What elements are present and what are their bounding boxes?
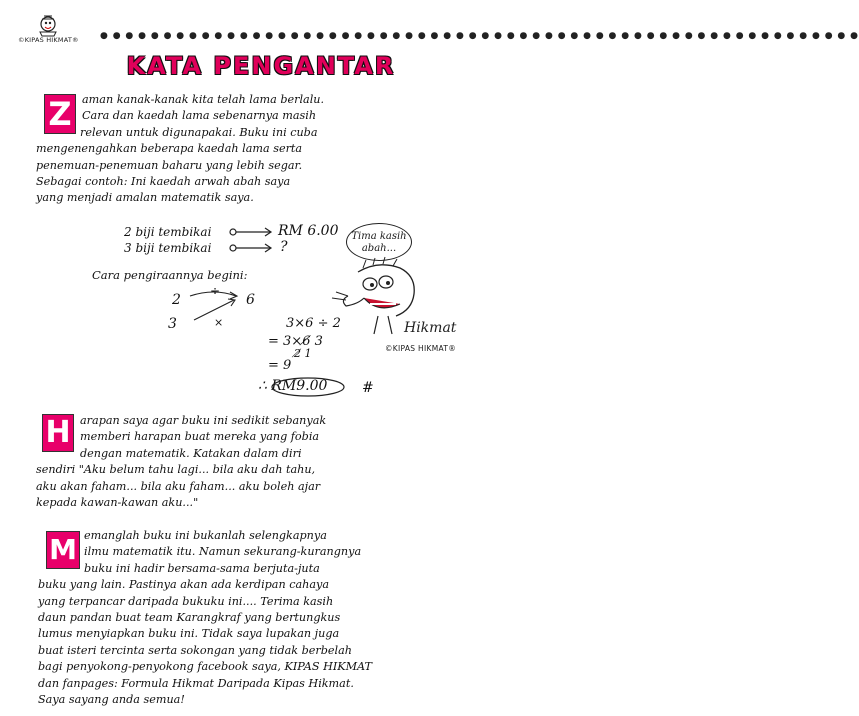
text-line: Saya sayang anda semua! [38, 693, 185, 707]
text-line: daun pandan buat team Karangkraf yang bertungkus [38, 611, 341, 625]
text-line: ilmu matematik itu. Namun sekurang-kurangnya [84, 545, 362, 559]
text-line: yang menjadi amalan matematik saya. [36, 191, 254, 205]
text-line: penemuan-penemuan baharu yang lebih segar. [36, 158, 303, 172]
step-two: 2 [172, 292, 181, 308]
example-row-1-left: 2 biji tembikai [124, 225, 212, 239]
text-line: aman kanak-kanak kita telah lama berlalu. [82, 93, 325, 106]
text-line: dan fanpages: Formula Hikmat Daripada Kipas Hikmat. [38, 676, 354, 690]
text-line: dengan matematik. Katakan dalam diri [80, 446, 302, 460]
step-times: × [214, 316, 224, 329]
text-line: emanglah buku ini bukanlah selengkapnya [84, 529, 327, 542]
speech-bubble: Tima kasih abah... [346, 223, 412, 261]
dropcap-h: H [42, 414, 74, 452]
text-line: yang terpancar daripada bukuku ini.... Terima kasih [38, 594, 334, 608]
text-line: arapan saya agar buku ini sedikit sebanyak [80, 414, 327, 427]
hope-paragraph [36, 413, 486, 511]
text-line: kepada kawan-kawan aku..." [36, 496, 199, 510]
method-label: Cara pengiraannya begini: [92, 268, 248, 282]
text-line: lumus menyiapkan buku ini. Tidak saya lupakan juga [38, 627, 340, 641]
text-line: mengenengahkan beberapa kaedah lama serta [36, 142, 303, 156]
text-line: Cara dan kaedah lama sebenarnya masih [82, 109, 317, 123]
signature-brand: ©KIPAS HIKMAT® [385, 344, 457, 353]
text-line: bagi penyokong-penyokong facebook saya, KIPAS HIKMAT [38, 660, 372, 674]
text-line: buat isteri tercinta serta sokongan yang tidak berbelah [38, 643, 352, 657]
step-divide: ÷ [210, 284, 221, 298]
arrow-icon [228, 242, 274, 254]
example-row-1-right: RM 6.00 [278, 223, 339, 239]
text-line: memberi harapan buat mereka yang fobia [80, 430, 320, 444]
text-line: sendiri "Aku belum tahu lagi... bila aku dah tahu, [36, 463, 316, 477]
text-line: aku akan faham... bila aku faham... aku boleh ajar [36, 479, 321, 493]
text-line: buku yang lain. Pastinya akan ada kerdipan cahaya [38, 578, 330, 592]
brand-label: ©KIPAS HIKMAT® [18, 36, 79, 44]
example-row-2-left: 3 biji tembikai [124, 241, 212, 255]
page-title: KATA PENGANTAR [126, 52, 396, 80]
step-six: 6 [246, 292, 255, 308]
example-row-2-right: ? [280, 239, 288, 255]
dropcap-m: M [46, 531, 80, 569]
step-three: 3 [168, 316, 177, 332]
thanks-paragraph [38, 528, 488, 708]
equation-2: = 3×6̸ 3 [268, 334, 323, 349]
end-mark: # [362, 380, 374, 396]
dotted-divider: ● ● ● ● ● ● ● ● ● ● ● ● ● ● ● ● ● ● ● ● ● ● ● ● ● ● ● ● ● ● ● ● ● ● ● ● ● ● ● ● ● ● ● ● ● ● ● ● ● ● ● ● ● ● ● ● ● ● ● ● [100, 31, 859, 41]
text-line: buku ini hadir bersama-sama berjuta-juta [84, 561, 320, 575]
equation-1: 3×6 ÷ 2 [286, 316, 341, 331]
answer-ellipse-icon [270, 376, 346, 398]
dropcap-z: Z [44, 94, 76, 134]
signature: Hikmat [404, 320, 457, 336]
equation-2b: 2̸ 1 [294, 347, 312, 360]
intro-paragraph [36, 92, 476, 207]
equation-4: ∴ RM9.00 [258, 378, 328, 394]
arrow-icon [228, 226, 274, 238]
equation-3: = 9 [268, 358, 292, 373]
text-line: Sebagai contoh: Ini kaedah arwah abah saya [36, 175, 291, 189]
text-line: relevan untuk digunapakai. Buku ini cuba [80, 125, 318, 139]
